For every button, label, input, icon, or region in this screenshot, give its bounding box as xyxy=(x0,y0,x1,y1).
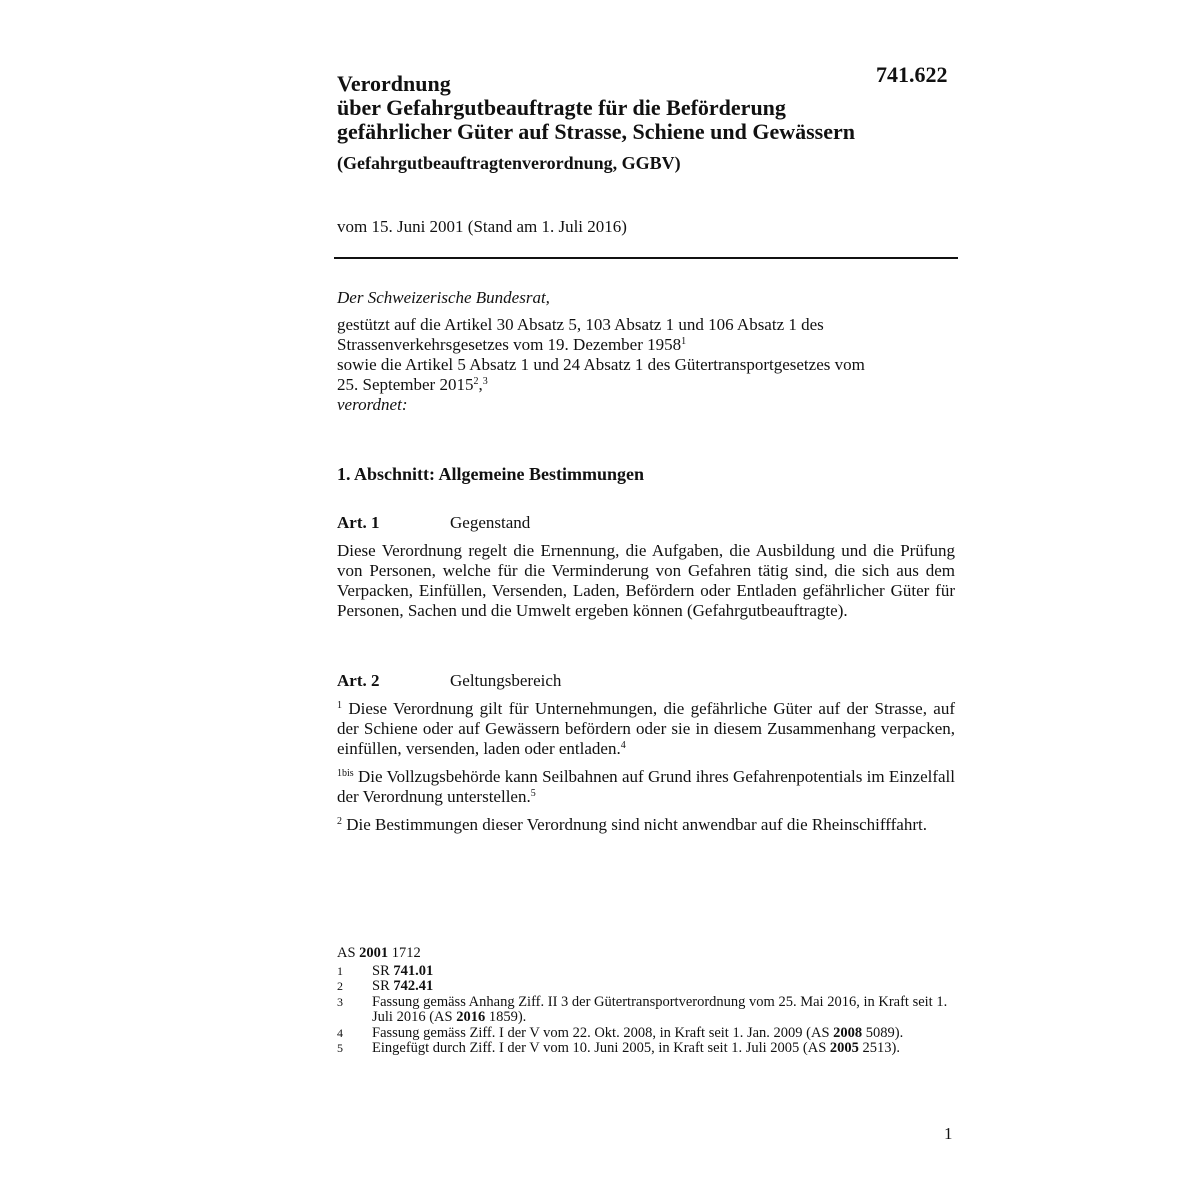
footnote-item xyxy=(337,964,957,980)
footnote-separator: , xyxy=(478,375,483,394)
basis-2-line-b: 25. September 2015 xyxy=(337,375,474,394)
as-prefix: AS xyxy=(337,945,360,961)
footnote-ref[interactable]: 1 xyxy=(681,336,687,347)
footnote-text xyxy=(372,995,957,1026)
paragraph-text: Die Bestimmungen dieser Verordnung sind nicht anwendbar auf die Rheinschifffahrt. xyxy=(342,815,927,834)
footnote-item xyxy=(337,979,957,995)
article-1-heading xyxy=(337,513,530,533)
footnote-number: 4 xyxy=(337,1025,343,1040)
title-divider xyxy=(334,257,958,259)
preamble-authority: Der Schweizerische Bundesrat, xyxy=(337,288,550,307)
footnote-item xyxy=(337,995,957,1026)
title-line-1: Verordnung xyxy=(337,71,451,96)
footnote-number: 1 xyxy=(337,963,343,978)
footnote-ref[interactable]: 5 xyxy=(530,788,536,799)
as-year: 2001 xyxy=(359,945,389,961)
preamble-basis-2 xyxy=(337,355,957,395)
paragraph-mark: 1bis xyxy=(337,768,354,779)
footnote-text xyxy=(372,979,957,995)
preamble-basis-1 xyxy=(337,315,957,355)
footnote-text-pre: Fassung gemäss Ziff. I der V vom 22. Okt. 2008, in Kraft seit 1. Jan. 2009 (AS xyxy=(372,1024,834,1041)
as-reference xyxy=(337,946,957,962)
preamble xyxy=(337,288,957,415)
article-2-para-1bis xyxy=(337,767,955,807)
basis-1-line-b: Strassenverkehrsgesetzes vom 19. Dezember 1958 xyxy=(337,335,682,354)
footnote-text-pre: SR xyxy=(372,978,394,994)
article-1-body xyxy=(337,541,955,629)
sr-number: 741.622 xyxy=(876,62,948,87)
footnote-number: 2 xyxy=(337,979,343,993)
article-2-body xyxy=(337,699,955,843)
footnote-text-bold: 2005 xyxy=(829,1040,859,1056)
basis-2-line-a: sowie die Artikel 5 Absatz 1 und 24 Absatz 1 des Gütertransportgesetzes vom xyxy=(337,355,865,374)
preamble-decrees: verordnet: xyxy=(337,395,408,414)
title-line-3: gefährlicher Güter auf Strasse, Schiene und Gewässern xyxy=(337,119,855,144)
footnotes xyxy=(337,946,957,1057)
footnote-number: 3 xyxy=(337,994,343,1009)
paragraph-text: Die Vollzugsbehörde kann Seilbahnen auf Grund ihres Gefahrenpotentials im Einzelfall der Verordnung unterstellen. xyxy=(337,767,955,806)
paragraph-mark: 1 xyxy=(337,700,342,711)
article-title: Geltungsbereich xyxy=(450,671,562,690)
footnote-text-post: 1859). xyxy=(485,1009,527,1025)
article-number: Art. 1 xyxy=(337,513,380,532)
article-2-para-2 xyxy=(337,815,955,835)
footnote-text-post: 2513). xyxy=(858,1040,901,1056)
paragraph-text: Diese Verordnung gilt für Unternehmungen, die gefährliche Güter auf der Strasse, auf der Schiene oder auf Gewässern befördern oder sie in diesem Zusammenhang verpacken, einfüllen, versenden, laden oder entladen. xyxy=(337,699,955,758)
page-number: 1 xyxy=(944,1124,953,1143)
footnote-ref[interactable]: 4 xyxy=(620,740,626,751)
footnote-ref[interactable]: 2 xyxy=(473,376,479,387)
title-line-2: über Gefahrgutbeauftragte für die Beförderung xyxy=(337,95,786,120)
footnote-text-bold: 741.01 xyxy=(393,962,434,979)
section-heading: 1. Abschnitt: Allgemeine Bestimmungen xyxy=(337,464,645,484)
footnote-text-bold: 742.41 xyxy=(393,978,434,994)
footnote-text-post: 5089). xyxy=(862,1024,904,1041)
footnote-text-pre: Fassung gemäss Anhang Ziff. II 3 der Gütertransportverordnung vom 25. Mai 2016, in Kraft seit 1. Juli 2016 (AS xyxy=(372,993,948,1025)
footnote-text-bold: 2008 xyxy=(833,1024,863,1041)
footnote-item xyxy=(337,1041,957,1057)
as-page: 1712 xyxy=(388,945,421,961)
footnote-item xyxy=(337,1026,957,1042)
article-1-text: Diese Verordnung regelt die Ernennung, die Aufgaben, die Ausbildung und die Prüfung von Personen, welche für die Verminderung von Gefahren tätig sind, die sich aus dem Verpacken, Einfüllen, Versenden, Laden, Befördern oder Entladen gefährlicher Güter für Personen, Sachen und die Umwelt ergeben können (Gefahrgutbeauftragte). xyxy=(337,541,955,620)
document-subtitle: (Gefahrgutbeauftragtenverordnung, GGBV) xyxy=(337,153,681,173)
footnote-text-bold: 2016 xyxy=(456,1009,486,1025)
footnote-text-pre: Eingefügt durch Ziff. I der V vom 10. Juni 2005, in Kraft seit 1. Juli 2005 (AS xyxy=(372,1040,830,1056)
basis-1-line-a: gestützt auf die Artikel 30 Absatz 5, 103 Absatz 1 und 106 Absatz 1 des xyxy=(337,315,824,334)
article-number: Art. 2 xyxy=(337,671,380,690)
footnote-ref[interactable]: 3 xyxy=(482,376,488,387)
footnote-text-pre: SR xyxy=(372,962,394,979)
footnote-number: 5 xyxy=(337,1041,343,1055)
article-2-heading xyxy=(337,671,561,691)
footnote-text xyxy=(372,1041,957,1057)
paragraph-mark: 2 xyxy=(337,816,342,827)
date-line: vom 15. Juni 2001 (Stand am 1. Juli 2016) xyxy=(337,217,627,236)
footnote-text xyxy=(372,1026,957,1042)
footnote-text xyxy=(372,964,957,980)
document-title xyxy=(337,72,957,144)
article-2-para-1 xyxy=(337,699,955,759)
article-title: Gegenstand xyxy=(450,513,531,532)
